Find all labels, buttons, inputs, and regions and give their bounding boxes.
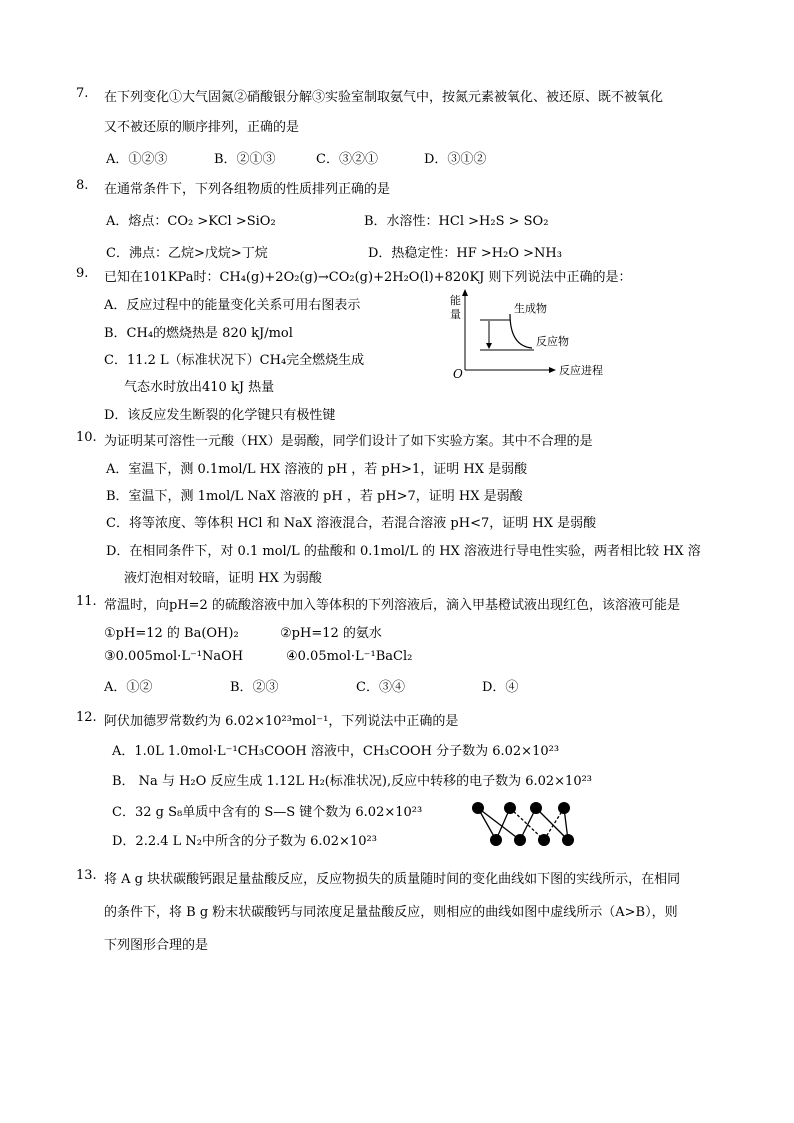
s8-molecule-diagram	[466, 800, 586, 850]
option-b: B．②③	[230, 680, 279, 695]
option-d: D．④	[482, 680, 519, 695]
option-c: C．③②①	[316, 152, 378, 167]
energy-diagram	[448, 288, 638, 378]
option-a: A．1.0L 1.0mol·L⁻¹CH₃COOH 溶液中，CH₃COOH 分子数为 6.02×10²³	[112, 744, 560, 759]
sulfur-atom	[504, 802, 516, 814]
option-c: C．将等浓度、等体积 HCl 和 NaX 溶液混合，若混合溶液 pH<7，证明 HX 是弱酸	[106, 516, 597, 531]
sulfur-atom	[472, 802, 484, 814]
y-axis-arrow	[462, 289, 468, 296]
option-c: C．11.2 L（标准状况下）CH₄完全燃烧生成	[104, 353, 365, 368]
option-a: A．熔点：CO₂ >KCl >SiO₂	[106, 214, 276, 229]
item-4: ④0.05mol·L⁻¹BaCl₂	[286, 649, 413, 664]
sulfur-atom	[558, 802, 570, 814]
option-d-continued: 液灯泡相对较暗，证明 HX 为弱酸	[124, 571, 322, 586]
question-stem: 阿伏加德罗常数约为 6.02×10²³mol⁻¹，下列说法中正确的是	[104, 714, 459, 729]
option-c-continued: 气态水时放出410 kJ 热量	[124, 380, 275, 395]
option-a: A．室温下，测 0.1mol/L HX 溶液的 pH ，若 pH>1，证明 HX 是弱酸	[106, 462, 528, 477]
option-d: D．2.2.4 L N₂中所含的分子数为 6.02×10²³	[112, 834, 377, 849]
item-2: ②pH=12 的氨水	[280, 626, 382, 641]
energy-curve	[510, 314, 532, 348]
sulfur-atom	[562, 834, 574, 846]
option-a: A．反应过程中的能量变化关系可用右图表示	[104, 298, 361, 313]
question-number: 11.	[76, 594, 97, 609]
lower-level-label: 反应物	[536, 335, 569, 348]
option-b: B．室温下，测 1mol/L NaX 溶液的 pH ，若 pH>7，证明 HX 是弱酸	[106, 489, 523, 504]
option-b: B．水溶性：HCl >H₂S > SO₂	[364, 214, 549, 229]
x-axis-label: 反应进程	[559, 364, 603, 377]
option-c: C．沸点：乙烷>戊烷>丁烷	[106, 246, 268, 261]
y-axis-label-bottom: 量	[450, 308, 461, 321]
energy-change-arrowhead	[486, 343, 492, 349]
sulfur-atom	[490, 834, 502, 846]
sulfur-atom	[514, 834, 526, 846]
question-stem: 为证明某可溶性一元酸（HX）是弱酸，同学们设计了如下实验方案。其中不合理的是	[104, 434, 593, 449]
option-d: D．热稳定性：HF >H₂O >NH₃	[368, 246, 562, 261]
question-stem-line: 的条件下，将 B g 粉末状碳酸钙与同浓度足量盐酸反应，则相应的曲线如图中虚线所示（A>B），则	[104, 905, 678, 920]
option-c: C．③④	[356, 680, 405, 695]
question-stem-line: 又不被还原的顺序排列，正确的是	[104, 120, 300, 135]
upper-level-label: 生成物	[514, 302, 547, 315]
question-number: 12.	[76, 710, 97, 725]
y-axis-label-top: 能	[450, 294, 461, 307]
item-3: ③0.005mol·L⁻¹NaOH	[104, 649, 244, 664]
question-stem-line: 在下列变化①大气固氮②硝酸银分解③实验室制取氨气中，按氮元素被氧化、被还原、既不被氧化	[104, 90, 664, 105]
x-axis-arrow	[549, 367, 556, 373]
option-d: D．该反应发生断裂的化学键只有极性键	[104, 408, 336, 423]
option-a: A．①②③	[106, 152, 168, 167]
question-stem: 在通常条件下，下列各组物质的性质排列正确的是	[104, 182, 391, 197]
option-b: B．②①③	[214, 152, 276, 167]
option-d: D．在相同条件下，对 0.1 mol/L 的盐酸和 0.1mol/L 的 HX 溶液进行导电性实验，两者相比较 HX 溶	[106, 544, 701, 559]
question-stem-line: 将 A g 块状碳酸钙跟足量盐酸反应，反应物损失的质量随时间的变化曲线如下图的实线所示，在相同	[104, 872, 681, 887]
option-a: A．①②	[104, 680, 153, 695]
option-d: D．③①②	[424, 152, 487, 167]
sulfur-atom	[538, 834, 550, 846]
option-b: B． Na 与 H₂O 反应生成 1.12L H₂(标准状况),反应中转移的电子数为 6.02×10²³	[112, 774, 593, 789]
question-number: 9.	[76, 266, 89, 281]
question-number: 10.	[76, 430, 97, 445]
question-number: 7.	[76, 86, 89, 101]
sulfur-atom	[530, 802, 542, 814]
option-c: C．32 g S₈单质中含有的 S—S 键个数为 6.02×10²³	[112, 805, 423, 820]
question-stem: 已知在101KPa时：CH₄(g)+2O₂(g)→CO₂(g)+2H₂O(l)+820KJ 则下列说法中正确的是：	[104, 270, 632, 285]
question-number: 13.	[76, 868, 97, 883]
option-b: B．CH₄的燃烧热是 820 kJ/mol	[104, 326, 293, 341]
question-number: 8.	[76, 178, 89, 193]
origin-label: O	[453, 367, 463, 378]
question-stem: 常温时，向pH=2 的硫酸溶液中加入等体积的下列溶液后，滴入甲基橙试液出现红色，该溶液可能是	[104, 598, 680, 613]
item-1: ①pH=12 的 Ba(OH)₂	[104, 626, 239, 641]
question-stem-line: 下列图形合理的是	[104, 938, 209, 953]
